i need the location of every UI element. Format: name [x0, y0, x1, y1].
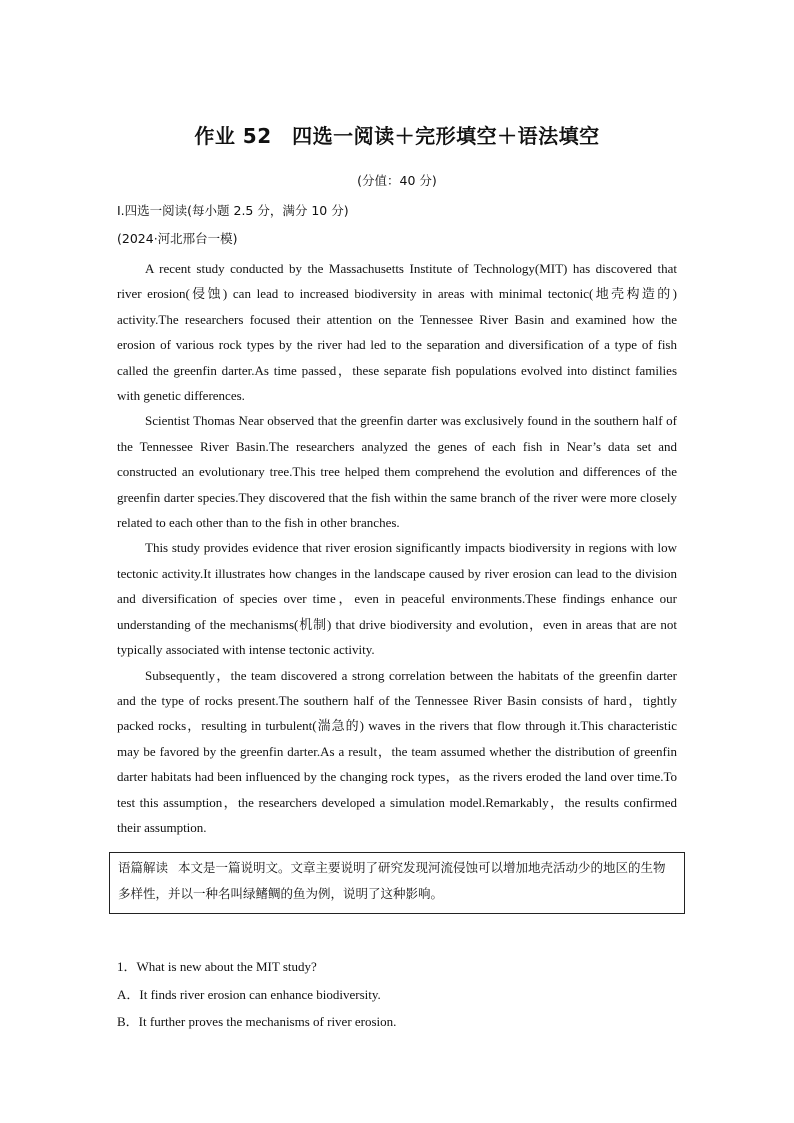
analysis-label: 语篇解读 [118, 860, 169, 875]
option-b: B．It further proves the mechanisms of river erosion. [117, 1014, 397, 1029]
source-note: (2024·河北邢台一模) [117, 231, 238, 246]
paragraph: This study provides evidence that river erosion significantly impacts biodiversity in regions with low tectonic activity.It illustrates how changes in the landscape caused by river erosion can lead to the division and diversification of species over time，even in peaceful environments.These findings enhance our understanding of the mechanisms(机制) that drive biodiversity and evolution，even in areas that are not typically associated with intense tectonic activity. [117, 540, 677, 658]
paragraph: A recent study conducted by the Massachusetts Institute of Technology(MIT) has discovered that river erosion(侵蚀) can lead to increased biodiversity in areas with minimal tectonic(地壳构造的) activity.The researchers focused their attention on the Tennessee River Basin and examined how the erosion of various rock types by the river had led to the separation and diversification of a type of fish called the greenfin darter.As time passed，these separate fish populations evolved into distinct families with genetic differences. [117, 261, 677, 404]
reading-passage [117, 256, 677, 840]
question-stem: 1．What is new about the MIT study? [117, 959, 317, 974]
paragraph: Subsequently，the team discovered a strong correlation between the habitats of the greenfin darter and the type of rocks present.The southern half of the Tennessee River Basin consists of hard，tightly packed rocks，resulting in turbulent(湍急的) waves in the rivers that flow through it.This characteristic may be favored by the greenfin darter.As a result，the team assumed whether the distribution of greenfin darter habitats had been influenced by the changing rock types，as the rivers eroded the land over time.To test this assumption，the researchers developed a simulation model.Remarkably，the results confirmed their assumption. [117, 667, 677, 835]
passage-analysis-box [109, 852, 685, 914]
option-a: A．It finds river erosion can enhance biodiversity. [117, 986, 381, 1002]
analysis-text: 本文是一篇说明文。文章主要说明了研究发现河流侵蚀可以增加地壳活动少的地区的生物多样性，并以一种名叫绿鳍鲷的鱼为例，说明了这种影响。 [118, 860, 666, 901]
section-heading: Ⅰ.四选一阅读(每小题 2.5 分，满分 10 分) [117, 203, 349, 218]
score-note: (分值：40 分) [357, 173, 437, 188]
question-list [117, 953, 677, 1036]
paragraph: Scientist Thomas Near observed that the greenfin darter was exclusively found in the southern half of the Tennessee River Basin.The researchers analyzed the genes of each fish in Near’s data set and constructed an evolutionary tree.This tree helped them comprehend the evolution and differences of the greenfin darter species.They discovered that the fish within the same branch of the river were more closely related to each other than to the fish in other branches. [117, 413, 677, 531]
page-title: 作业 52 四选一阅读＋完形填空＋语法填空 [194, 124, 600, 148]
